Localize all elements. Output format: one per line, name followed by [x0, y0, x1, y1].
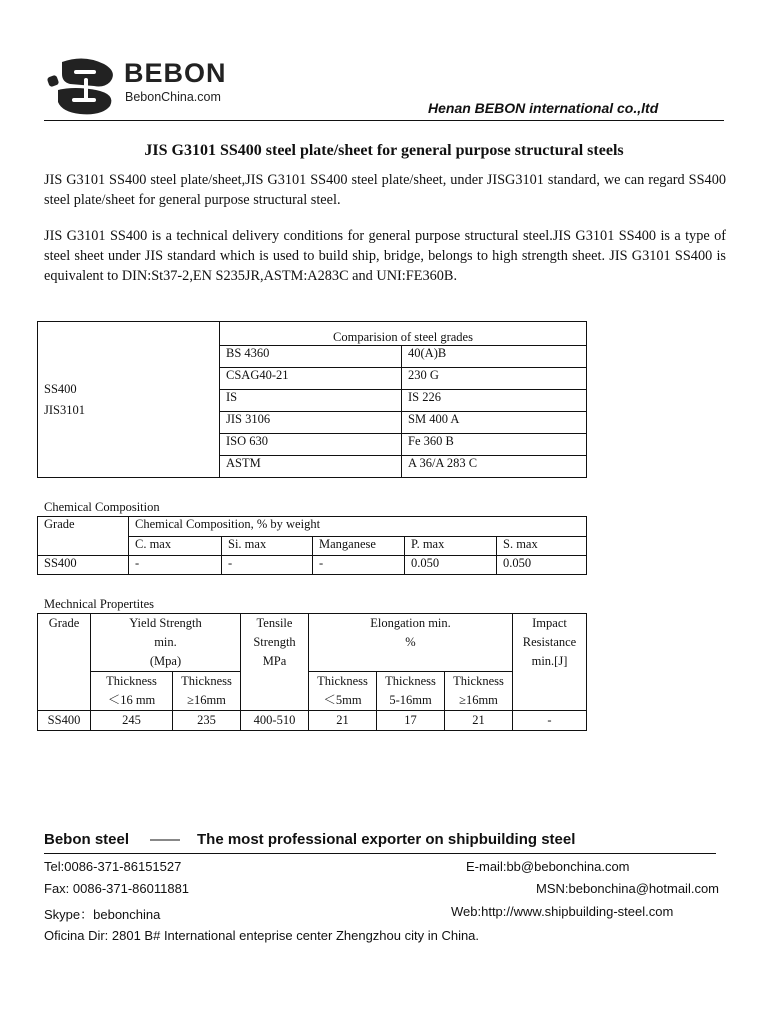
table-row	[38, 556, 587, 575]
elongation-sub-header	[377, 672, 445, 711]
comparison-equivalent-grade: 230 G	[402, 368, 587, 390]
yield-sub-header	[173, 672, 241, 711]
chemical-column-header: S. max	[497, 537, 587, 556]
sub-header-line: Thickness	[453, 674, 504, 688]
mechanical-table	[37, 613, 587, 731]
chemical-section-label: Chemical Composition	[44, 500, 160, 514]
chemical-column-header: Si. max	[222, 537, 313, 556]
chemical-value-cell: 0.050	[405, 556, 497, 575]
tensile-header-line: Strength	[253, 635, 296, 649]
footer-rule	[44, 853, 716, 854]
chemical-value-cell: -	[222, 556, 313, 575]
company-name: Henan BEBON international co.,ltd	[428, 100, 659, 116]
elongation-header	[309, 614, 513, 672]
impact-value-cell: -	[513, 711, 587, 731]
comparison-standard: IS	[220, 390, 402, 412]
comparison-equivalent-grade: Fe 360 B	[402, 434, 587, 456]
comparison-equivalent-grade: 40(A)B	[402, 346, 587, 368]
elongation-sub-header	[309, 672, 377, 711]
comparison-grade-name: SS400	[44, 381, 77, 396]
yield-header-line: Yield Strength	[129, 616, 202, 630]
chemical-column-header: P. max	[405, 537, 497, 556]
footer-website[interactable]: Web:http://www.shipbuilding-steel.com	[451, 904, 674, 919]
comparison-standard: CSAG40-21	[220, 368, 402, 390]
yield-sub-header	[91, 672, 173, 711]
sub-header-line: Thickness	[106, 674, 157, 688]
yield-strength-header	[91, 614, 241, 672]
impact-resistance-header	[513, 614, 587, 711]
tensile-header-line: Tensile	[256, 616, 293, 630]
sub-header-line: ≥16mm	[187, 693, 226, 707]
sub-header-line: ≥16mm	[459, 693, 498, 707]
elongation-value-cell: 21	[445, 711, 513, 731]
yield-value-cell: 245	[91, 711, 173, 731]
intro-paragraph: JIS G3101 SS400 steel plate/sheet,JIS G3101 SS400 steel plate/sheet, under JISG3101 standard, we can regard SS400 steel plate/sheet for general purpose structural steel.	[44, 172, 726, 208]
header-rule	[44, 120, 724, 121]
comparison-standard: ISO 630	[220, 434, 402, 456]
tensile-strength-header	[241, 614, 309, 711]
comparison-standard: ASTM	[220, 456, 402, 478]
chemical-group-header: Chemical Composition, % by weight	[129, 517, 587, 537]
elongation-value-cell: 17	[377, 711, 445, 731]
tensile-value-cell: 400-510	[241, 711, 309, 731]
comparison-equivalent-grade: SM 400 A	[402, 412, 587, 434]
comparison-standard: JIS 3106	[220, 412, 402, 434]
chemical-column-header: C. max	[129, 537, 222, 556]
footer-skype: Skype：bebonchina	[44, 907, 161, 922]
yield-header-line: (Mpa)	[149, 654, 182, 668]
brand-site: BebonChina.com	[125, 90, 221, 104]
chemical-value-cell: -	[313, 556, 405, 575]
sub-header-line: ＜5mm	[323, 693, 362, 707]
elongation-header-line: Elongation min.	[370, 616, 451, 630]
equivalence-paragraph: JIS G3101 SS400 is a technical delivery conditions for general purpose structural steel.JIS G3101 SS400 is a type of steel sheet under JIS standard which is used to build ship, bridge, belongs to high strength sheet. JIS G3101 SS400 is equivalent to DIN:St37-2,EN S235JR,ASTM:A283C and UNI:FE360B.	[44, 228, 726, 284]
chemical-table	[37, 516, 587, 575]
footer-msn: MSN:bebonchina@hotmail.com	[536, 881, 720, 896]
chemical-column-header: Manganese	[313, 537, 405, 556]
yield-header-line: min.	[154, 635, 177, 649]
comparison-grade-cell	[38, 322, 220, 478]
footer-tagline: The most professional exporter on shipbuilding steel	[197, 831, 576, 848]
chemical-grade-header: Grade	[38, 517, 129, 556]
footer-dash: ——	[150, 831, 180, 848]
yield-value-cell: 235	[173, 711, 241, 731]
elongation-value-cell: 21	[309, 711, 377, 731]
comparison-table	[37, 321, 587, 478]
elongation-header-line: %	[405, 635, 416, 649]
page-title: JIS G3101 SS400 steel plate/sheet for general purpose structural steels	[144, 142, 624, 159]
footer-tel: Tel:0086-371-86151527	[44, 859, 182, 874]
mechanical-grade-header: Grade	[38, 614, 91, 711]
sub-header-line: 5-16mm	[389, 693, 432, 707]
comparison-heading: Comparision of steel grades	[220, 322, 587, 346]
chemical-value-cell: 0.050	[497, 556, 587, 575]
footer-brand: Bebon steel	[44, 831, 130, 848]
footer-email[interactable]: E-mail:bb@bebonchina.com	[466, 859, 630, 874]
elongation-sub-header	[445, 672, 513, 711]
tensile-header-line: MPa	[262, 654, 287, 668]
brand-name: BEBON	[124, 58, 227, 88]
mechanical-grade-cell: SS400	[38, 711, 91, 731]
sub-header-line: Thickness	[385, 674, 436, 688]
comparison-equivalent-grade: A 36/A 283 C	[402, 456, 587, 478]
impact-header-line: Resistance	[522, 635, 577, 649]
footer-fax: Fax: 0086-371-86011881	[44, 881, 190, 896]
chemical-grade-cell: SS400	[38, 556, 129, 575]
sub-header-line: Thickness	[317, 674, 368, 688]
impact-header-line: Impact	[532, 616, 567, 630]
comparison-standard: BS 4360	[220, 346, 402, 368]
bebon-logo-mark-icon	[44, 56, 120, 116]
impact-header-line: min.[J]	[531, 654, 568, 668]
comparison-equivalent-grade: IS 226	[402, 390, 587, 412]
footer-office-address: Oficina Dir: 2801 B# International enteprise center Zhengzhou city in China.	[44, 928, 480, 943]
bebon-logo	[44, 56, 120, 116]
comparison-grade-standard: JIS3101	[44, 402, 85, 417]
table-row	[38, 711, 587, 731]
chemical-value-cell: -	[129, 556, 222, 575]
sub-header-line: Thickness	[181, 674, 232, 688]
sub-header-line: ＜16 mm	[107, 693, 156, 707]
mechanical-section-label: Mechnical Propertites	[44, 597, 155, 611]
